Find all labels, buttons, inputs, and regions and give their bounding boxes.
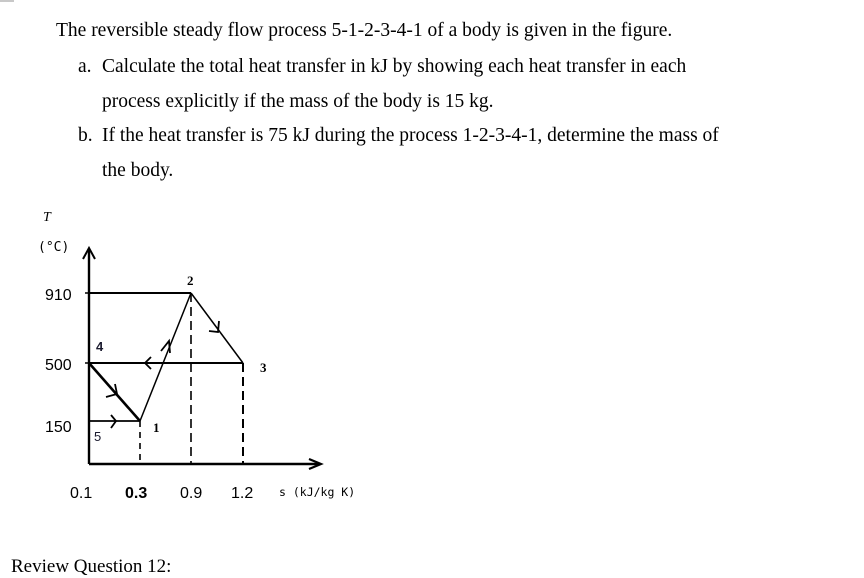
y-axis-unit: (°C)	[38, 240, 70, 255]
process-lines	[89, 293, 243, 421]
y-tick-labels	[45, 287, 72, 436]
point-labels-sans	[94, 339, 104, 444]
process-2-3	[191, 293, 243, 363]
x-tick-0.9: 0.9	[180, 485, 203, 502]
point-label-3: 3	[260, 360, 267, 375]
point-labels	[153, 273, 267, 435]
x-tick-1.2: 1.2	[231, 485, 254, 502]
point-label-2: 2	[187, 273, 194, 288]
y-axis-symbol: T	[43, 210, 51, 225]
axes	[83, 248, 321, 469]
y-tick-500: 500	[45, 357, 72, 374]
part-a-line-1: Calculate the total heat transfer in kJ by showing each heat transfer in each	[102, 56, 687, 77]
part-b-marker: b.	[78, 125, 93, 146]
question-intro: The reversible steady flow process 5-1-2-3-4-1 of a body is given in the figure.	[56, 20, 673, 41]
y-tick-910: 910	[45, 287, 72, 304]
process-1-2	[140, 293, 191, 421]
part-a-line-2: process explicitly if the mass of the body is 15 kg.	[102, 91, 494, 112]
x-tick-0.1: 0.1	[70, 485, 93, 502]
y-tick-150: 150	[45, 419, 72, 436]
x-axis-label: s (kJ/kg K)	[279, 485, 356, 499]
x-tick-0.3: 0.3	[125, 485, 148, 502]
review-question-label: Review Question 12:	[11, 556, 172, 577]
point-label-5: 5	[94, 429, 102, 444]
point-label-1: 1	[153, 420, 160, 435]
x-tick-labels	[70, 485, 253, 502]
process-4-1	[89, 363, 140, 421]
direction-arrows	[106, 321, 219, 428]
arrow-1-2-icon	[161, 341, 170, 353]
part-a-marker: a.	[78, 56, 92, 77]
part-b-line-1: If the heat transfer is 75 kJ during the process 1-2-3-4-1, determine the mass of	[102, 125, 719, 146]
part-b-line-2: the body.	[102, 160, 174, 181]
arrow-2-3-icon	[209, 321, 219, 332]
reference-lines	[89, 293, 243, 464]
point-label-4: 4	[96, 339, 104, 354]
